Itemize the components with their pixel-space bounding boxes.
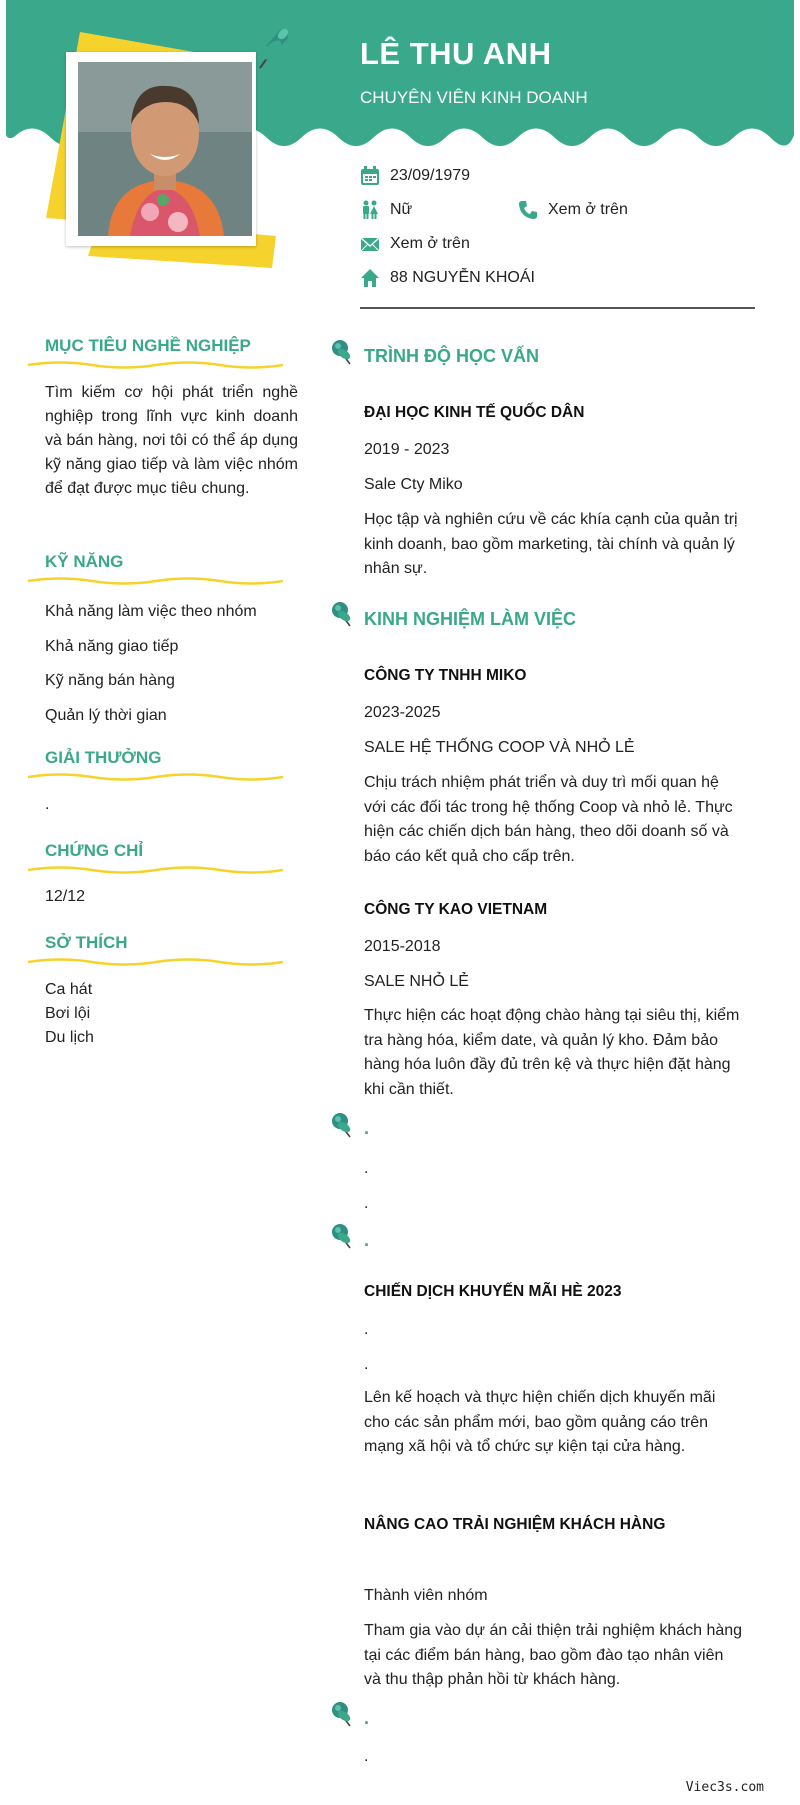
job-years: 2023-2025 xyxy=(364,704,441,721)
experience-heading: KINH NGHIỆM LÀM VIỆC xyxy=(364,609,577,629)
hobby-item: Bơi lội xyxy=(45,1005,91,1022)
pushpin-icon xyxy=(330,1700,356,1730)
phone-icon xyxy=(518,200,538,220)
job-years: 2015-2018 xyxy=(364,938,441,955)
education-heading: TRÌNH ĐỘ HỌC VẤN xyxy=(364,346,539,366)
project-line: . xyxy=(364,1321,369,1338)
job-role: SALE HỆ THỐNG COOP VÀ NHỎ LẺ xyxy=(364,739,635,756)
pushpin-icon xyxy=(330,1222,356,1252)
job-role: SALE NHỎ LẺ xyxy=(364,973,469,990)
contact-gender xyxy=(360,200,412,220)
awards-section xyxy=(45,748,285,768)
awards-heading: GIẢI THƯỞNG xyxy=(45,748,162,767)
pushpin-icon xyxy=(330,1111,356,1141)
section3-heading: . xyxy=(364,1118,370,1138)
education-school: ĐẠI HỌC KINH TẾ QUỐC DÂN xyxy=(364,404,585,421)
education-years: 2019 - 2023 xyxy=(364,441,450,458)
phone-value: Xem ở trên xyxy=(548,201,628,218)
objective-section xyxy=(45,336,285,356)
skills-section xyxy=(45,552,285,572)
contact-email xyxy=(360,234,470,254)
certificates-underline xyxy=(28,865,283,877)
hobbies-section xyxy=(45,933,285,953)
job-company: CÔNG TY TNHH MIKO xyxy=(364,667,527,684)
address-value: 88 NGUYỄN KHOÁI xyxy=(390,269,535,286)
contact-birthday xyxy=(360,166,470,186)
hobby-item: Ca hát xyxy=(45,981,93,998)
project-line: . xyxy=(364,1356,369,1373)
skills-underline xyxy=(28,576,283,588)
contact-phone xyxy=(518,200,628,220)
calendar-icon xyxy=(360,166,380,186)
certificates-text: 12/12 xyxy=(45,888,86,905)
gender-icon xyxy=(360,200,380,220)
job-description: Chịu trách nhiệm phát triển và duy trì mối quan hệ với các đối tác trong hệ thống Coop và nhỏ lẻ. Thực hiện các chiến dịch bán hàng, theo dõi doanh số và báo cáo kết quả cho cấp trên. xyxy=(364,774,733,865)
certificates-heading: CHỨNG CHỈ xyxy=(45,841,144,860)
job-description: Thực hiện các hoạt động chào hàng tại siêu thị, kiểm tra hàng hóa, kiểm date, và quản lý kho. Đảm bảo hàng hóa luôn đầy đủ trên kệ và thực hiện đặt hàng khi cần thiết. xyxy=(364,1007,740,1098)
skill-item: Khả năng làm việc theo nhóm xyxy=(45,603,257,620)
envelope-icon xyxy=(360,234,380,254)
email-value: Xem ở trên xyxy=(390,235,470,252)
contact-address xyxy=(360,268,535,288)
birthday-value: 23/09/1979 xyxy=(390,167,471,184)
job-company: CÔNG TY KAO VIETNAM xyxy=(364,901,548,918)
objective-text: Tìm kiếm cơ hội phát triển nghề nghiệp trong lĩnh vực kinh doanh và bán hàng, nơi tôi có thể áp dụng kỹ năng giao tiếp và làm việc nhóm để đạt được mục tiêu chung. xyxy=(45,384,298,497)
skill-item: Quản lý thời gian xyxy=(45,707,167,724)
skill-item: Khả năng giao tiếp xyxy=(45,638,179,655)
pushpin-icon xyxy=(330,338,356,368)
candidate-title: CHUYÊN VIÊN KINH DOANH xyxy=(360,88,588,107)
skill-item: Kỹ năng bán hàng xyxy=(45,672,175,689)
projects-heading: . xyxy=(364,1230,370,1250)
education-major: Sale Cty Miko xyxy=(364,476,463,493)
section5-heading: . xyxy=(364,1708,370,1728)
home-icon xyxy=(360,268,380,288)
project-role: Thành viên nhóm xyxy=(364,1587,488,1604)
project-name: CHIẾN DỊCH KHUYẾN MÃI HÈ 2023 xyxy=(364,1283,622,1300)
footer-watermark: Viec3s.com xyxy=(685,1780,764,1795)
skills-heading: KỸ NĂNG xyxy=(45,552,124,571)
project-description: Tham gia vào dự án cải thiện trải nghiệm khách hàng tại các điểm bán hàng, bao gồm đào tạo nhân viên và thu thập phản hồi từ khách hàng. xyxy=(364,1622,743,1688)
certificates-section xyxy=(45,841,285,861)
hobbies-underline xyxy=(28,957,283,969)
project-name: NÂNG CAO TRẢI NGHIỆM KHÁCH HÀNG xyxy=(364,1516,666,1533)
pushpin-icon xyxy=(252,24,292,74)
pushpin-icon xyxy=(330,600,356,630)
awards-text: . xyxy=(45,796,50,813)
profile-photo xyxy=(78,62,252,236)
hobby-item: Du lịch xyxy=(45,1029,94,1046)
section3-line: . xyxy=(364,1160,369,1177)
project-description: Lên kế hoạch và thực hiện chiến dịch khuyến mãi cho các sản phẩm mới, bao gồm quảng cáo trên mạng xã hội và tổ chức sự kiện tại cửa hàng. xyxy=(364,1389,716,1455)
objective-underline xyxy=(28,360,283,372)
section5-line: . xyxy=(364,1748,369,1765)
photo-frame xyxy=(66,52,256,246)
hobbies-heading: SỞ THÍCH xyxy=(45,933,128,952)
section3-line: . xyxy=(364,1195,369,1212)
gender-value: Nữ xyxy=(390,201,413,218)
contact-divider xyxy=(360,307,755,309)
candidate-name: LÊ THU ANH xyxy=(360,36,552,71)
objective-heading: MỤC TIÊU NGHỀ NGHIỆP xyxy=(45,336,251,355)
education-description: Học tập và nghiên cứu về các khía cạnh của quản trị kinh doanh, bao gồm marketing, tài chính và quản lý nhân sự. xyxy=(364,511,738,577)
awards-underline xyxy=(28,772,283,784)
